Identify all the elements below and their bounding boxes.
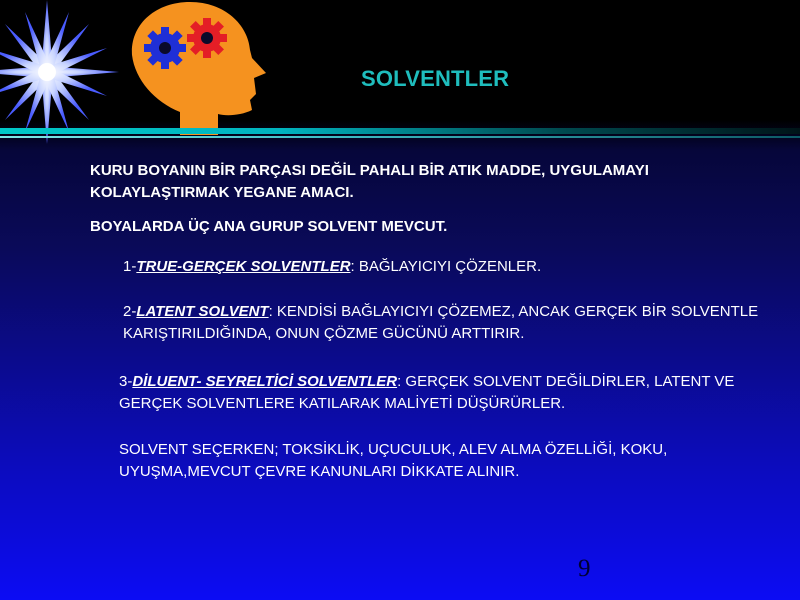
- item-3: [119, 371, 779, 415]
- item-1-term: TRUE-GERÇEK SOLVENTLER: [136, 258, 351, 275]
- item-2: [123, 301, 783, 345]
- slide-title: SOLVENTLER: [361, 66, 510, 91]
- item-2-number: 2-: [123, 303, 137, 320]
- header-divider: [0, 128, 800, 142]
- selection-note: SOLVENT SEÇERKEN; TOKSİKLİK, UÇUCULUK, ALEV ALMA ÖZELLİĞİ, KOKU, UYUŞMA,MEVCUT ÇEVRE KANUNLARI DİKKATE ALINIR.: [119, 441, 668, 480]
- page-number: 9: [578, 555, 591, 582]
- item-3-number: 3-: [119, 373, 133, 390]
- item-1-text: : BAĞLAYICIYI ÇÖZENLER.: [350, 258, 542, 275]
- item-3-text: : GERÇEK SOLVENT DEĞİLDİRLER, LATENT VE GERÇEK SOLVENTLERE KATILARAK MALİYETİ DÜŞÜRÜRLER.: [119, 373, 735, 412]
- item-2-text: : KENDİSİ BAĞLAYICIYI ÇÖZEMEZ, ANCAK GERÇEK BİR SOLVENTLE KARIŞTIRILDIĞINDA, ONUN ÇÖZME GÜCÜNÜ ARTTIRIR.: [123, 303, 759, 342]
- item-2-term: LATENT SOLVENT: [136, 303, 269, 320]
- item-1-number: 1-: [123, 258, 137, 275]
- groups-heading: BOYALARDA ÜÇ ANA GURUP SOLVENT MEVCUT.: [90, 218, 448, 235]
- intro-text: KURU BOYANIN BİR PARÇASI DEĞİL PAHALI BİR ATIK MADDE, UYGULAMAYI KOLAYLAŞTIRMAK YEGANE AMACI.: [90, 162, 649, 201]
- item-1: [123, 256, 783, 278]
- item-3-term: DİLUENT- SEYRELTİCİ SOLVENTLER: [132, 373, 398, 390]
- head-gears-icon: [120, 0, 275, 135]
